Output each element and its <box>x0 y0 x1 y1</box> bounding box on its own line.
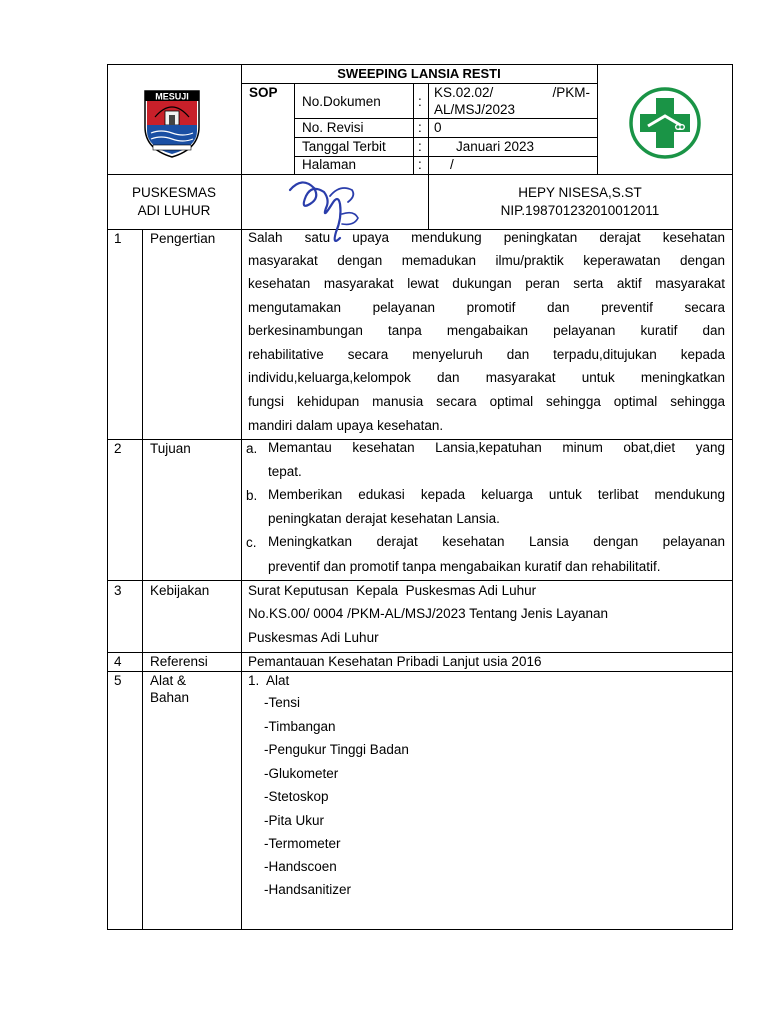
paragraph-line: fungsi kehidupan manusia secara optimal sehingga optimal sehingga <box>248 394 725 409</box>
section-number: 4 <box>114 654 122 669</box>
tool-item: -Pengukur Tinggi Badan <box>264 742 409 757</box>
field-sep: : <box>418 94 422 109</box>
logo-left-text: MESUJI <box>155 91 189 102</box>
field-value-line2: AL/MSJ/2023 <box>434 102 516 117</box>
signer-nip: NIP.198701232010012011 <box>500 203 660 218</box>
field-label: No. Revisi <box>302 120 364 135</box>
section-title: Referensi <box>150 654 208 669</box>
tool-item: -Tensi <box>264 695 301 710</box>
list-marker: a. <box>246 441 258 456</box>
field-value: 0 <box>434 120 442 135</box>
paragraph-line: berkesinambungan tanpa mengabaikan pelayanan kuratif dan <box>248 323 725 338</box>
paragraph-line: rehabilitative secara menyeluruh dan terpadu,ditujukan kepada <box>248 347 725 362</box>
signer-name: HEPY NISESA,S.ST <box>518 185 642 200</box>
field-sep: : <box>418 139 422 154</box>
list-line: Memantau kesehatan Lansia,kepatuhan minum obat,diet yang <box>268 440 725 455</box>
list-line: Memberikan edukasi kepada keluarga untuk terlibat mendukung <box>268 487 725 502</box>
org-name-line1: PUSKESMAS <box>131 185 217 200</box>
section-title: Pengertian <box>150 231 216 246</box>
tool-item: -Glukometer <box>264 766 339 781</box>
tool-item: -Handscoen <box>264 859 337 874</box>
tool-item: -Timbangan <box>264 719 336 734</box>
field-sep: : <box>418 120 422 135</box>
field-label: Tanggal Terbit <box>302 139 386 154</box>
field-label: No.Dokumen <box>302 94 381 109</box>
list-line: tepat. <box>268 464 302 479</box>
paragraph-line: Surat Keputusan Kepala Puskesmas Adi Luhur <box>248 583 537 598</box>
list-marker: b. <box>246 488 258 503</box>
list-line: preventif dan promotif tanpa mengabaikan kuratif dan rehabilitatif. <box>268 559 661 574</box>
list-line: peningkatan derajat kesehatan Lansia. <box>268 511 500 526</box>
paragraph-line: mandiri dalam upaya kesehatan. <box>248 418 444 433</box>
paragraph-line: mengutamakan pelayanan promotif dan preventif secara <box>248 300 725 315</box>
org-name-line2: ADI LUHUR <box>137 203 211 218</box>
paragraph-line: Salah satu upaya mendukung peningkatan derajat kesehatan <box>248 230 725 245</box>
puskesmas-logo <box>628 86 702 160</box>
paragraph-line: individu,keluarga,kelompok dan masyarakat untuk meningkatkan <box>248 370 725 385</box>
section-title: Kebijakan <box>150 583 210 598</box>
section-number: 1 <box>114 231 122 246</box>
document-title: SWEEPING LANSIA RESTI <box>337 66 501 81</box>
field-value: Januari 2023 <box>456 139 535 154</box>
paragraph-line: Puskesmas Adi Luhur <box>248 630 379 645</box>
field-value: / <box>450 157 454 172</box>
tool-item: -Stetoskop <box>264 789 329 804</box>
field-sep: : <box>418 157 422 172</box>
paragraph-line: kesehatan masyarakat lewat dukungan peran serta aktif masyarakat <box>248 276 725 291</box>
section-number: 2 <box>114 441 122 456</box>
field-label: Halaman <box>302 157 357 172</box>
paragraph-line: No.KS.00/ 0004 /PKM-AL/MSJ/2023 Tentang Jenis Layanan <box>248 606 608 621</box>
section-number: 5 <box>114 673 122 688</box>
list-marker: c. <box>246 535 257 550</box>
tool-item: -Termometer <box>264 836 341 851</box>
section-title-line2: Bahan <box>150 690 190 705</box>
list-heading: 1. Alat <box>248 673 290 688</box>
section-number: 3 <box>114 583 122 598</box>
sop-label: SOP <box>249 85 278 100</box>
paragraph-line: masyarakat dengan memadukan ilmu/praktik keperawatan dengan <box>248 253 725 268</box>
list-line: Meningkatkan derajat kesehatan Lansia dengan pelayanan <box>268 534 725 549</box>
mesuji-logo <box>141 87 203 159</box>
tool-item: -Handsanitizer <box>264 882 352 897</box>
section-title: Alat & <box>150 673 187 688</box>
paragraph-line: Pemantauan Kesehatan Pribadi Lanjut usia 2016 <box>248 654 542 669</box>
section-title: Tujuan <box>150 441 191 456</box>
tool-item: -Pita Ukur <box>264 813 325 828</box>
field-value: KS.02.02/ /PKM- <box>434 85 590 100</box>
